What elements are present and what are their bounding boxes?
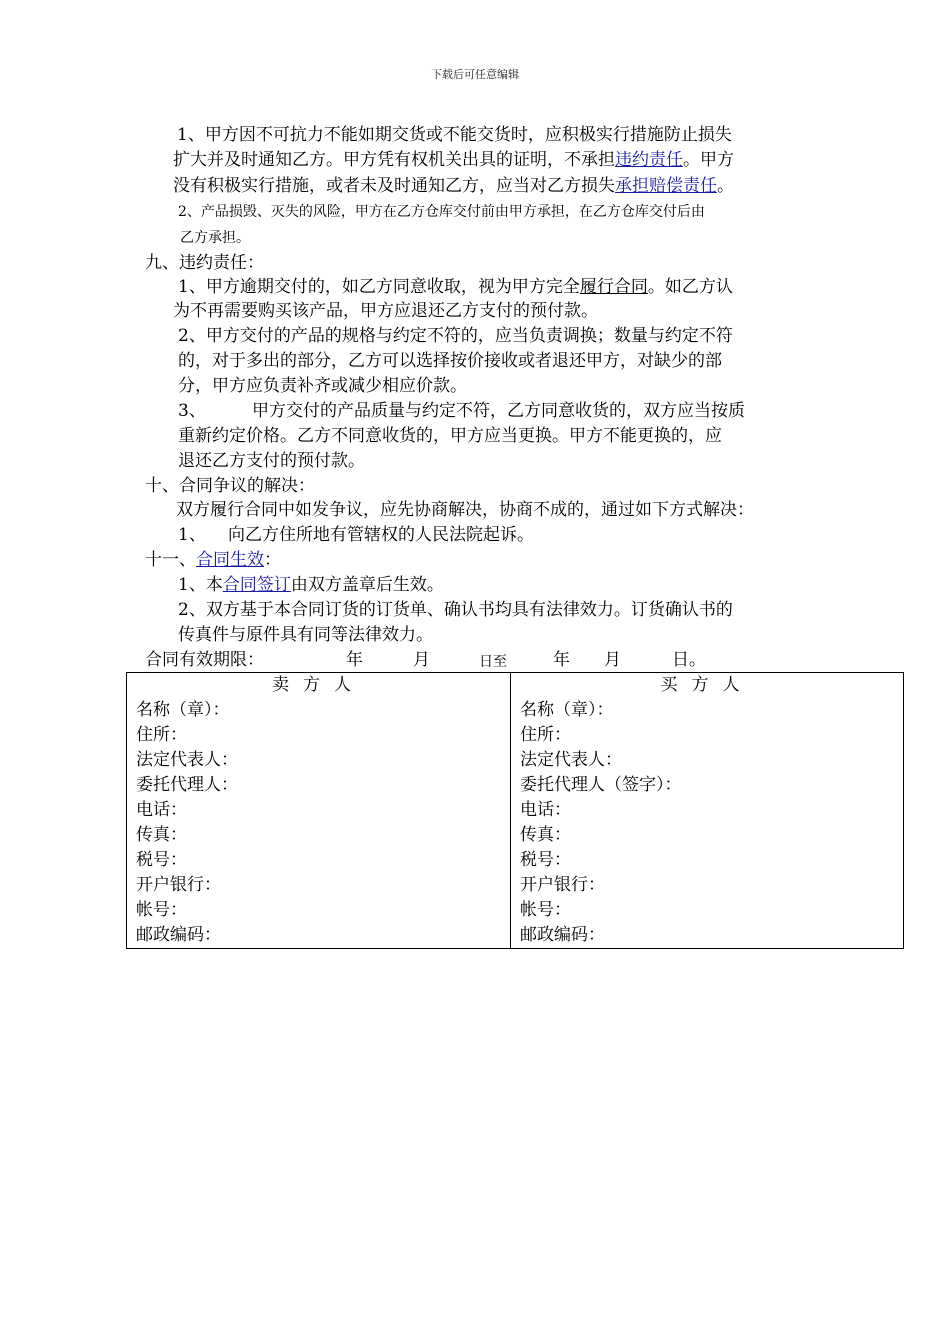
validity-year-2: 年 xyxy=(553,650,570,670)
section-10-title: 十、合同争议的解决： xyxy=(145,476,315,496)
dispute-resolution-text: 双方履行合同中如发争议，应先协商解决，协商不成的，通过如下方式解决： xyxy=(176,500,754,520)
effect-clause-2-line-2: 传真件与原件具有同等法律效力。 xyxy=(178,625,433,645)
seller-column xyxy=(127,673,511,949)
force-majeure-line-3-tail: 。 xyxy=(717,176,734,196)
compensation-liability-link[interactable]: 承担赔偿责任 xyxy=(615,176,717,196)
seller-field: 电话： xyxy=(136,800,187,820)
validity-day-end: 日。 xyxy=(672,650,706,670)
seller-field: 帐号： xyxy=(136,900,187,920)
buyer-field: 法定代表人： xyxy=(520,750,622,770)
quality-mismatch-number: 3、 xyxy=(178,401,206,421)
validity-month-1: 月 xyxy=(413,650,430,670)
force-majeure-line-2-text: 扩大并及时通知乙方。甲方凭有权机关出具的证明，不承担 xyxy=(173,150,615,170)
page-header: 下载后可任意编辑 xyxy=(431,68,519,81)
validity-month-2: 月 xyxy=(604,650,621,670)
validity-day-to: 日至 xyxy=(479,654,507,670)
effect-clause-1 xyxy=(178,573,444,597)
force-majeure-line-2-tail: 。甲方 xyxy=(683,150,734,170)
risk-transfer-line-2: 乙方承担。 xyxy=(180,230,250,246)
effect-clause-1-text: 1、本 xyxy=(178,575,223,595)
late-delivery-line-1-text: 1、甲方逾期交付的，如乙方同意收取，视为甲方完全 xyxy=(178,277,580,297)
seller-field: 住所： xyxy=(136,725,187,745)
buyer-field: 名称（章）： xyxy=(520,700,614,720)
parties-table xyxy=(126,672,904,949)
late-delivery-line-2: 为不再需要购买该产品，甲方应退还乙方支付的预付款。 xyxy=(173,301,598,321)
buyer-field: 帐号： xyxy=(520,900,571,920)
force-majeure-line-1: 1、甲方因不可抗力不能如期交货或不能交货时，应积极实行措施防止损失 xyxy=(177,125,732,145)
buyer-field: 传真： xyxy=(520,825,571,845)
court-clause-number: 1、 xyxy=(178,525,206,545)
validity-label: 合同有效期限： xyxy=(145,650,264,670)
buyer-title: 买方人 xyxy=(660,675,754,695)
force-majeure-line-2 xyxy=(173,148,734,172)
seller-field: 开户银行： xyxy=(136,875,221,895)
effect-clause-1-tail: 由双方盖章后生效。 xyxy=(290,575,444,595)
section-9-title: 九、违约责任： xyxy=(145,253,264,273)
seller-field: 委托代理人： xyxy=(136,775,238,795)
buyer-field: 税号： xyxy=(520,850,571,870)
late-delivery-line-1-tail: 。如乙方认 xyxy=(647,277,733,297)
seller-title: 卖方人 xyxy=(272,675,365,695)
buyer-field: 邮政编码： xyxy=(520,925,605,945)
seller-field: 名称（章）： xyxy=(136,700,230,720)
contract-effect-link[interactable]: 合同生效 xyxy=(196,550,264,570)
breach-liability-link[interactable]: 违约责任 xyxy=(615,150,683,170)
quality-mismatch-line-3: 退还乙方支付的预付款。 xyxy=(178,451,365,471)
section-11-title xyxy=(145,548,281,572)
seller-field: 传真： xyxy=(136,825,187,845)
risk-transfer-line-1: 2、产品损毁、灭失的风险，甲方在乙方仓库交付前由甲方承担，在乙方仓库交付后由 xyxy=(178,204,705,220)
quality-mismatch-line-1: 甲方交付的产品质量与约定不符，乙方同意收货的，双方应当按质 xyxy=(252,401,745,421)
court-clause-text: 向乙方住所地有管辖权的人民法院起诉。 xyxy=(228,525,534,545)
buyer-field: 开户银行： xyxy=(520,875,605,895)
seller-field: 邮政编码： xyxy=(136,925,221,945)
buyer-field: 委托代理人（签字）： xyxy=(520,775,682,795)
seller-field: 税号： xyxy=(136,850,187,870)
validity-year-1: 年 xyxy=(346,650,363,670)
spec-mismatch-line-1: 2、甲方交付的产品的规格与约定不符的，应当负责调换；数量与约定不符 xyxy=(178,326,733,346)
buyer-field: 住所： xyxy=(520,725,571,745)
force-majeure-line-3-text: 没有积极实行措施，或者未及时通知乙方，应当对乙方损失 xyxy=(173,176,615,196)
buyer-column xyxy=(511,673,904,949)
section-11-number: 十一、 xyxy=(145,550,196,570)
spec-mismatch-line-3: 分，甲方应负责补齐或减少相应价款。 xyxy=(178,376,467,396)
force-majeure-line-3 xyxy=(173,174,734,198)
effect-clause-2-line-1: 2、双方基于本合同订货的订货单、确认书均具有法律效力。订货确认书的 xyxy=(178,600,733,620)
buyer-field: 电话： xyxy=(520,800,571,820)
perform-contract-link[interactable]: 履行合同 xyxy=(579,277,648,297)
seller-field: 法定代表人： xyxy=(136,750,238,770)
late-delivery-line-1 xyxy=(178,275,733,299)
section-11-colon: ： xyxy=(264,550,281,570)
quality-mismatch-line-2: 重新约定价格。乙方不同意收货的，甲方应当更换。甲方不能更换的，应 xyxy=(178,426,722,446)
contract-signing-link[interactable]: 合同签订 xyxy=(222,575,291,595)
spec-mismatch-line-2: 的，对于多出的部分，乙方可以选择按价接收或者退还甲方，对缺少的部 xyxy=(178,351,722,371)
